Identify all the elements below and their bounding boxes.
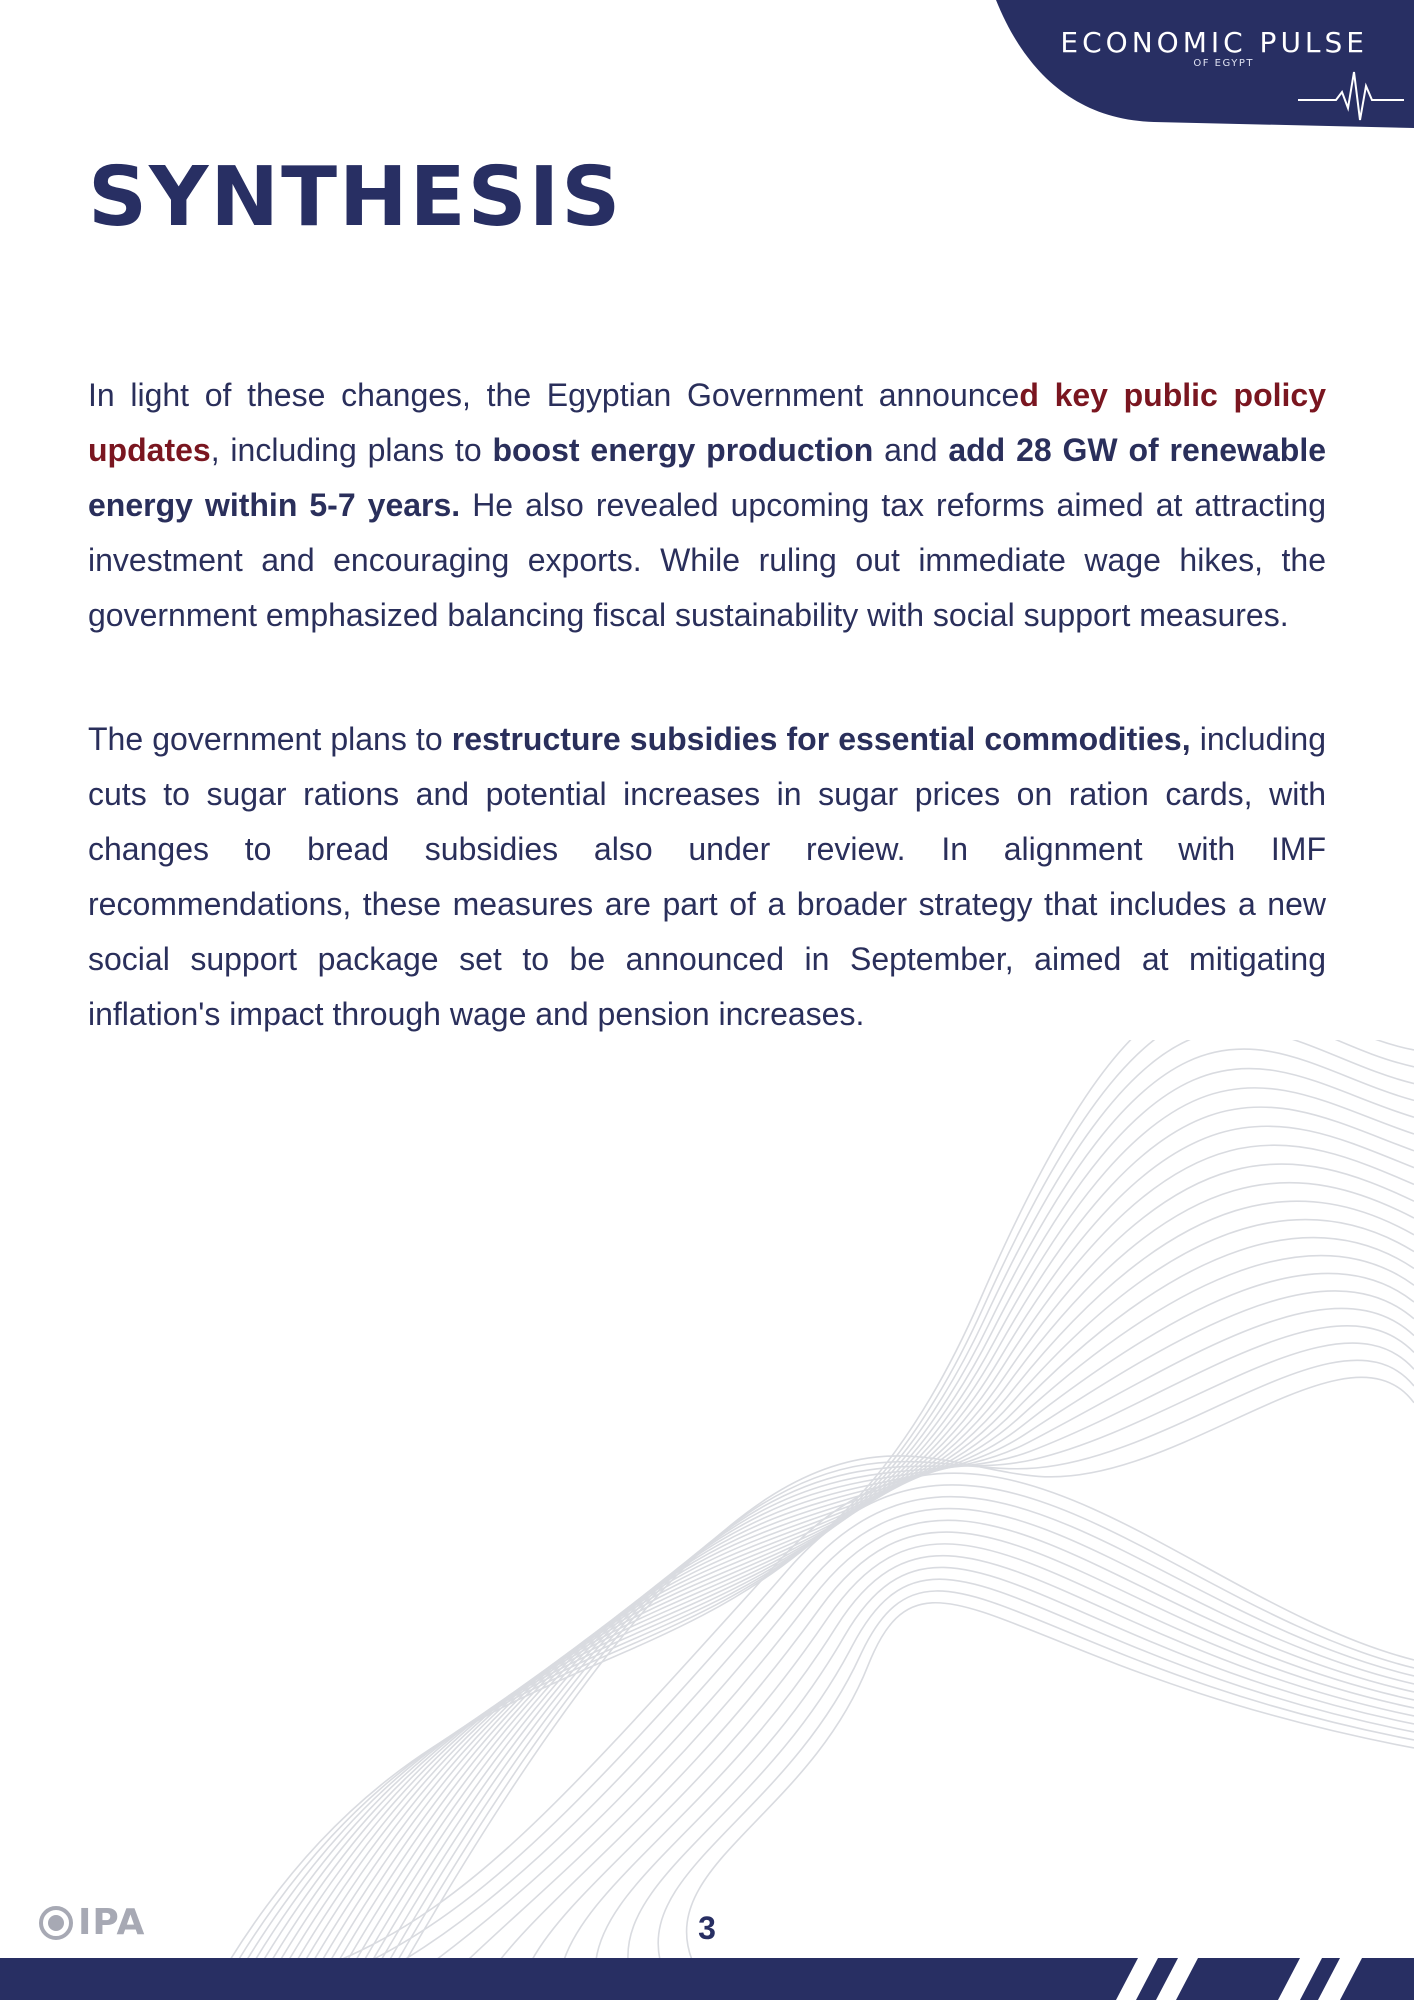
bold-boost-energy: boost energy production xyxy=(492,432,874,468)
wave-line xyxy=(348,1256,1414,1960)
wave-line xyxy=(390,1343,1414,1960)
text-run: , including plans to xyxy=(210,432,493,468)
wave-line xyxy=(272,1088,1414,1960)
text-run: He also revealed upcoming tax reforms aimed at attracting investment and encouraging exports. While ruling out immediate wage hikes, the government emphasized balancing fiscal sustainability with social support measures. xyxy=(88,487,1327,633)
footer-bar xyxy=(0,1958,1414,2000)
wave-line xyxy=(404,1497,1414,1960)
page-number: 3 xyxy=(698,1910,716,1946)
page-title: SYNTHESIS xyxy=(88,150,623,245)
wave-line xyxy=(280,1107,1414,1960)
wave-line xyxy=(658,1591,1414,1960)
wave-line xyxy=(314,1183,1414,1960)
wave-line xyxy=(264,1068,1414,1960)
pulse-line-icon xyxy=(1296,64,1406,124)
text-run: including cuts to sugar rations and potential increases in sugar prices on ration cards, with changes to bread subsidies also under review. In alignment with IMF recommendations, these measures are part of a broader strategy that includes a new social support package set to be announced in September, aimed at mitigating inflation's impact through wage and pension increases. xyxy=(88,721,1327,1032)
text-run: and xyxy=(873,432,949,468)
wave-line xyxy=(255,1049,1414,1960)
wave-line xyxy=(331,1219,1414,1960)
wave-line xyxy=(436,1509,1414,1960)
wave-line xyxy=(306,1164,1414,1960)
bold-restructure-subsidies: restructure subsidies for essential commodities, xyxy=(451,721,1191,757)
wave-line xyxy=(500,1532,1414,1960)
wave-line xyxy=(322,1201,1414,1960)
wave-line xyxy=(339,1238,1414,1960)
paragraph-policy-updates xyxy=(88,368,1326,643)
highlight-key-policy: d key public policy updates xyxy=(88,377,1327,468)
brand-title: ECONOMIC PULSE xyxy=(1060,26,1368,59)
text-run: The government plans to xyxy=(88,721,452,757)
wave-line xyxy=(687,1603,1414,1960)
wave-line xyxy=(381,1326,1414,1960)
wave-line xyxy=(230,1040,1414,1960)
wave-line xyxy=(468,1520,1414,1960)
bold-renewable-target: add 28 GW of renewable energy within 5-7 years. xyxy=(88,432,1326,523)
paragraph-subsidies xyxy=(88,712,1326,1042)
brand-subtitle: OF EGYPT xyxy=(1193,58,1254,69)
ipa-logo-text: IPA xyxy=(78,1902,146,1943)
text-run: In light of these changes, the Egyptian Government announce xyxy=(88,377,1020,413)
wave-line xyxy=(373,1308,1414,1960)
wave-line xyxy=(596,1567,1414,1960)
decorative-waves xyxy=(220,1040,1414,1960)
